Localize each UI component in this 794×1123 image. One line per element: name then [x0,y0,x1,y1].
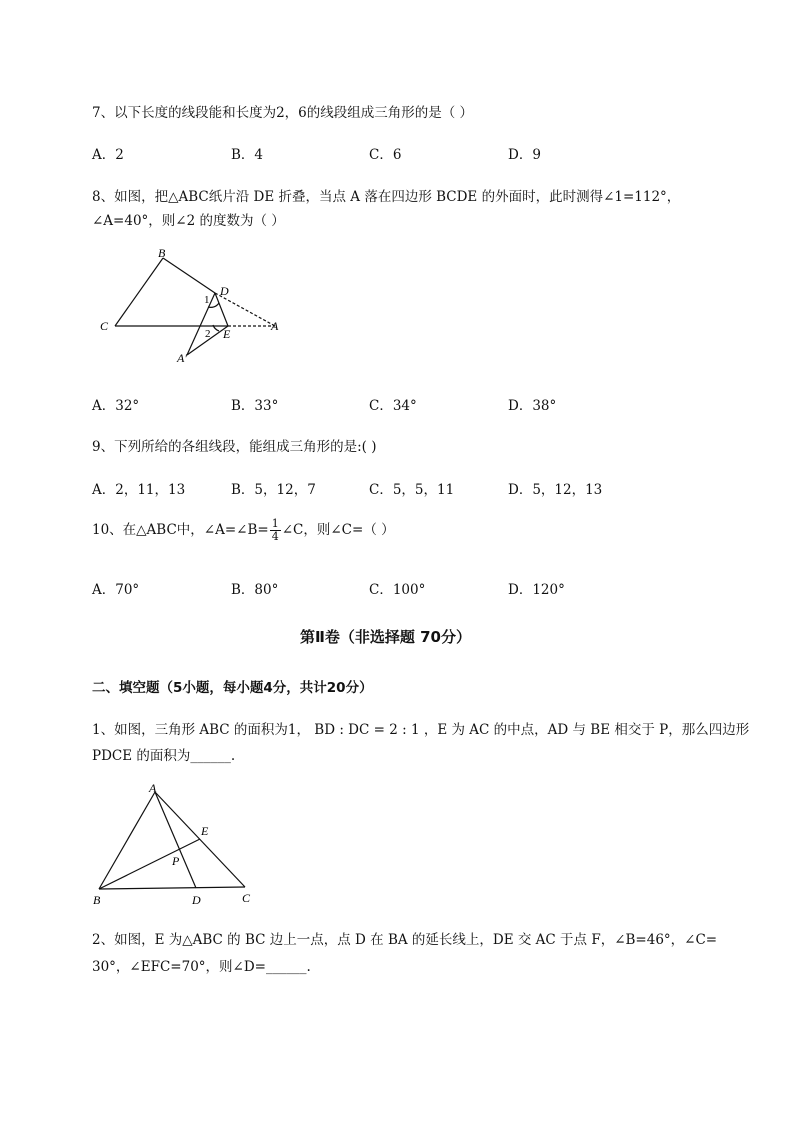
q9-stem: 9、下列所给的各组线段，能组成三角形的是:( ) [92,439,377,455]
q7-option-b: B．4 [231,147,264,163]
f1-label-b: B [93,893,101,907]
fill-in-section-heading: 二、填空题（5小题，每小题4分，共计20分） [92,680,373,696]
q8-fold-figure [95,245,295,370]
q8-label-a: A [271,319,279,333]
q10-fraction-numerator: 1 [271,517,279,530]
q9-option-d: D．5，12，13 [508,482,603,498]
f1-label-a: A [149,781,157,795]
q8-option-c: C．34° [369,398,417,414]
f1-triangle-figure [90,778,260,908]
q10-fraction [270,518,281,543]
q10-option-a: A．70° [92,582,140,598]
f2-stem-line1: 2、如图，E 为△ABC 的 BC 边上一点，点 D 在 BA 的延长线上，DE 交 AC 于点 F，∠B=46°，∠C= [92,932,718,948]
q7-stem: 7、以下长度的线段能和长度为2，6的线段组成三角形的是（ ） [92,105,474,121]
f1-stem-line1: 1、如图，三角形 ABC 的面积为1， BD : DC = 2 : 1 ，E 为 AC 的中点，AD 与 BE 相交于 P，那么四边形 [92,722,750,738]
q9-option-a: A．2，11，13 [92,482,186,498]
q10-stem-suffix: ∠C，则∠C=（ ） [281,522,395,538]
f1-label-p: P [172,854,180,868]
q7-option-d: D．9 [508,147,541,163]
f1-label-d: D [192,893,201,907]
q8-label-a-prime: A′ [177,351,187,365]
q10-stem [92,518,395,543]
q8-stem-line2: ∠A=40°，则∠2 的度数为（ ） [92,213,285,229]
part2-title: 第Ⅱ卷（非选择题 70分） [300,628,471,646]
f2-stem-line2: 30°，∠EFC=70°，则∠D=______. [92,959,311,975]
q9-option-c: C．5，5，11 [369,482,455,498]
q8-label-b: B [158,246,166,260]
q8-option-d: D．38° [508,398,557,414]
f1-label-c: C [242,891,251,905]
q10-fraction-denominator: 4 [271,530,279,543]
q8-label-angle2: 2 [205,328,211,340]
q8-label-c: C [100,319,109,333]
q7-option-a: A．2 [92,147,124,163]
q10-option-b: B．80° [231,582,279,598]
q8-label-angle1: 1 [204,294,210,306]
q10-option-d: D．120° [508,582,565,598]
q10-option-c: C．100° [369,582,426,598]
f1-label-e: E [201,824,209,838]
q8-label-e: E [223,327,231,341]
q8-stem-line1: 8、如图，把△ABC纸片沿 DE 折叠，当点 A 落在四边形 BCDE 的外面时，此时测得∠1=112°， [92,189,681,205]
q9-option-b: B．5，12，7 [231,482,316,498]
q7-option-c: C．6 [369,147,402,163]
q10-stem-prefix: 10、在△ABC中，∠A=∠B= [92,522,269,538]
f1-stem-line2: PDCE 的面积为______. [92,748,236,764]
q8-option-a: A．32° [92,398,140,414]
q8-option-b: B．33° [231,398,279,414]
q8-label-d: D [220,284,229,298]
